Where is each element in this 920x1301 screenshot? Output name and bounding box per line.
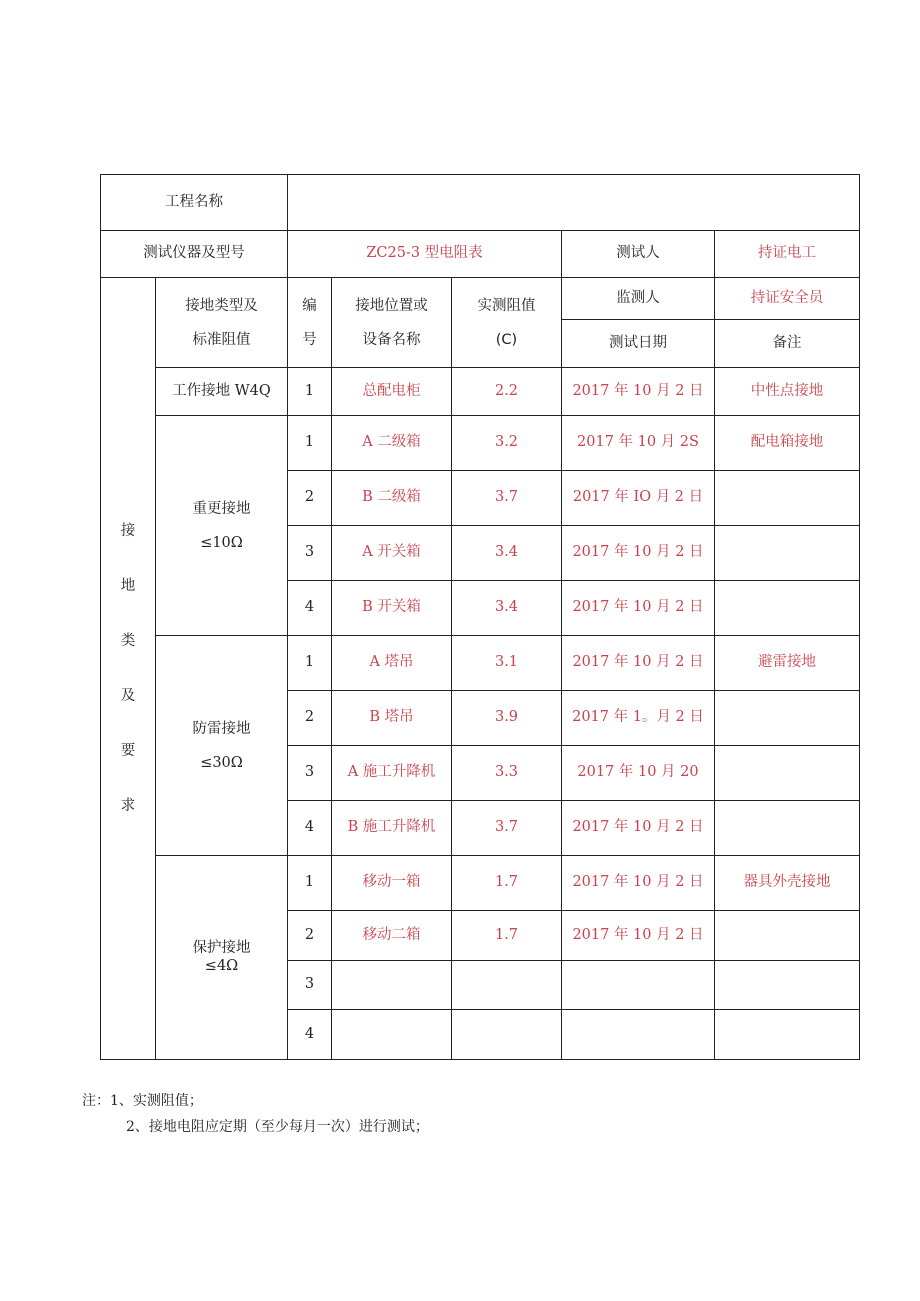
table-row xyxy=(101,368,860,416)
category-vertical-label xyxy=(101,504,155,834)
column-header-date: 测试日期 xyxy=(562,320,715,368)
row-location: 移动一箱 xyxy=(332,856,452,911)
row-resistance: 3.2 xyxy=(452,416,562,471)
notes xyxy=(82,1088,429,1140)
row-remark xyxy=(715,581,860,636)
column-header-type-line2: 标准阻值 xyxy=(192,331,251,348)
row-remark xyxy=(715,526,860,581)
row-remark: 避雷接地 xyxy=(715,636,860,691)
column-header-location-line1: 接地位置或 xyxy=(355,297,428,314)
column-header-no-line2: 号 xyxy=(302,331,317,348)
row-number: 1 xyxy=(288,368,332,416)
row-number: 4 xyxy=(288,1010,332,1060)
note-line-2: 2、接地电阻应定期（至少每月一次）进行测试； xyxy=(126,1119,429,1135)
group-repeated-ground xyxy=(156,416,288,636)
column-header-row xyxy=(101,278,860,320)
row-remark xyxy=(715,691,860,746)
category-letter: 要 xyxy=(120,742,136,759)
group-protective-ground xyxy=(156,856,288,1060)
row-resistance xyxy=(452,961,562,1010)
column-header-type-line1: 接地类型及 xyxy=(185,297,258,314)
category-letter: 地 xyxy=(120,577,136,594)
row-remark xyxy=(715,961,860,1010)
row-location: B 二级箱 xyxy=(332,471,452,526)
table-row xyxy=(101,856,860,911)
row-number: 2 xyxy=(288,691,332,746)
row-number: 1 xyxy=(288,416,332,471)
row-location: A 二级箱 xyxy=(332,416,452,471)
column-header-remarks: 备注 xyxy=(715,320,860,368)
row-date: 2017 年 10 月 2 日 xyxy=(562,911,715,961)
row-number: 4 xyxy=(288,801,332,856)
row-date: 2017 年 IO 月 2 日 xyxy=(562,471,715,526)
row-resistance: 3.7 xyxy=(452,801,562,856)
grounding-category-cell xyxy=(101,278,156,1060)
row-resistance: 3.1 xyxy=(452,636,562,691)
row-remark xyxy=(715,911,860,961)
instrument-row xyxy=(101,231,860,278)
group-name: 重更接地 xyxy=(192,500,251,517)
row-resistance: 3.4 xyxy=(452,581,562,636)
row-resistance: 1.7 xyxy=(452,911,562,961)
row-date xyxy=(562,1010,715,1060)
column-header-resistance-line2: (C) xyxy=(495,331,518,348)
row-number: 3 xyxy=(288,746,332,801)
row-date: 2017 年 10 月 20 xyxy=(562,746,715,801)
row-location: A 塔吊 xyxy=(332,636,452,691)
row-location: B 塔吊 xyxy=(332,691,452,746)
column-header-type xyxy=(156,278,288,368)
row-date: 2017 年 10 月 2 日 xyxy=(562,856,715,911)
row-date: 2017 年 10 月 2 日 xyxy=(562,368,715,416)
row-resistance: 3.7 xyxy=(452,471,562,526)
row-resistance xyxy=(452,1010,562,1060)
row-resistance: 1.7 xyxy=(452,856,562,911)
project-row xyxy=(101,175,860,231)
row-remark: 配电箱接地 xyxy=(715,416,860,471)
row-date: 2017 年 10 月 2 日 xyxy=(562,581,715,636)
column-header-location-line2: 设备名称 xyxy=(362,331,421,348)
note-line-1: 注：1、实测阻值； xyxy=(82,1093,203,1109)
row-date: 2017 年 10 月 2S xyxy=(562,416,715,471)
row-resistance: 3.9 xyxy=(452,691,562,746)
column-header-resistance-line1: 实测阻值 xyxy=(477,297,536,314)
instrument-label: 测试仪器及型号 xyxy=(101,231,288,278)
row-location xyxy=(332,1010,452,1060)
row-number: 4 xyxy=(288,581,332,636)
category-letter: 及 xyxy=(120,687,136,704)
row-remark xyxy=(715,801,860,856)
column-header-resistance xyxy=(452,278,562,368)
row-location: A 开关箱 xyxy=(332,526,452,581)
group-lightning-ground xyxy=(156,636,288,856)
supervisor-label: 监测人 xyxy=(562,278,715,320)
row-remark: 中性点接地 xyxy=(715,368,860,416)
row-resistance: 2.2 xyxy=(452,368,562,416)
category-letter: 类 xyxy=(120,632,136,649)
row-date: 2017 年 10 月 2 日 xyxy=(562,526,715,581)
row-location: B 开关箱 xyxy=(332,581,452,636)
column-header-no-line1: 编 xyxy=(302,297,317,314)
row-location: 移动二箱 xyxy=(332,911,452,961)
table-row xyxy=(101,636,860,691)
row-location: A 施工升降机 xyxy=(332,746,452,801)
row-location: 总配电柜 xyxy=(332,368,452,416)
row-location xyxy=(332,961,452,1010)
group-name: 保护接地 xyxy=(192,940,251,957)
group-limit: ≤30Ω xyxy=(200,754,243,771)
tester-value: 持证电工 xyxy=(715,231,860,278)
column-header-no xyxy=(288,278,332,368)
category-letter: 求 xyxy=(120,797,136,814)
tester-label: 测试人 xyxy=(562,231,715,278)
row-date xyxy=(562,961,715,1010)
project-value xyxy=(288,175,860,231)
row-date: 2017 年 10 月 2 日 xyxy=(562,801,715,856)
row-number: 2 xyxy=(288,911,332,961)
row-resistance: 3.3 xyxy=(452,746,562,801)
row-number: 2 xyxy=(288,471,332,526)
group-limit: ≤10Ω xyxy=(200,534,243,551)
supervisor-value: 持证安全员 xyxy=(715,278,860,320)
row-remark xyxy=(715,1010,860,1060)
group-limit: ≤4Ω xyxy=(204,957,239,974)
row-date: 2017 年 10 月 2 日 xyxy=(562,636,715,691)
row-number: 1 xyxy=(288,636,332,691)
row-date: 2017 年 1。月 2 日 xyxy=(562,691,715,746)
grounding-test-table xyxy=(100,174,860,1060)
group-name-working: 工作接地 W4Q xyxy=(156,368,288,416)
row-remark xyxy=(715,471,860,526)
row-remark xyxy=(715,746,860,801)
category-letter: 接 xyxy=(120,522,136,539)
row-resistance: 3.4 xyxy=(452,526,562,581)
instrument-value: ZC25-3 型电阻表 xyxy=(288,231,562,278)
group-name: 防雷接地 xyxy=(192,720,251,737)
row-number: 3 xyxy=(288,526,332,581)
row-number: 3 xyxy=(288,961,332,1010)
row-location: B 施工升降机 xyxy=(332,801,452,856)
table-row xyxy=(101,416,860,471)
column-header-location xyxy=(332,278,452,368)
row-number: 1 xyxy=(288,856,332,911)
row-remark: 器具外壳接地 xyxy=(715,856,860,911)
project-label: 工程名称 xyxy=(101,175,288,231)
